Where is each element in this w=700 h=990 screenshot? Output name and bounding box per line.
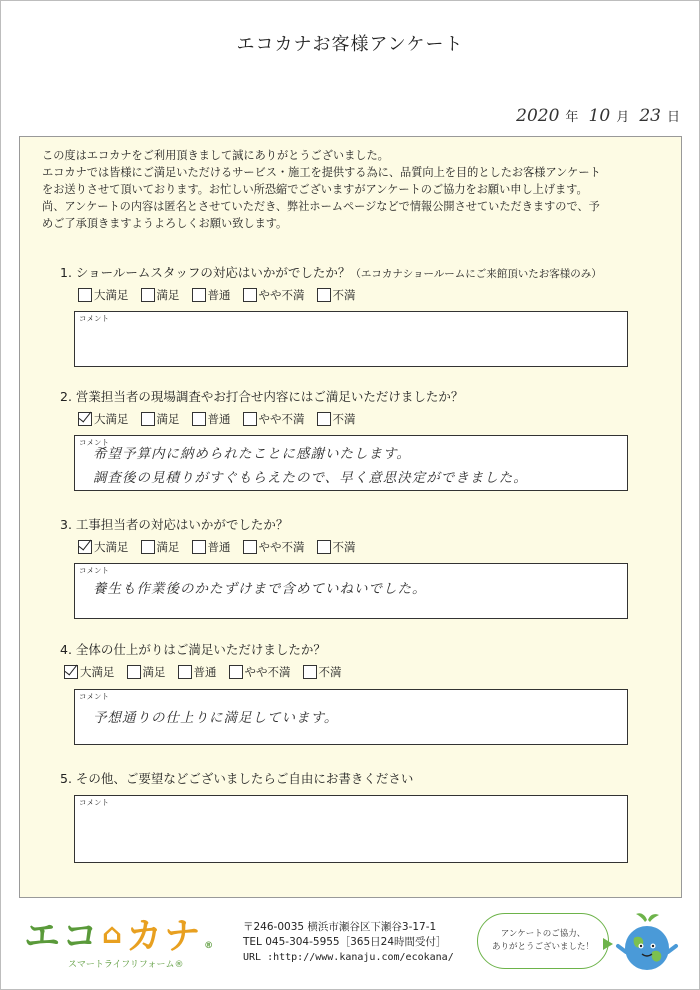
option-4[interactable] (243, 411, 305, 427)
option-label: 普通 (207, 288, 231, 302)
option-label: 不満 (332, 288, 356, 302)
question-3: 3. 工事担当者の対応はいかがでしたか？ (60, 517, 289, 532)
option-5[interactable] (303, 664, 342, 680)
earth-mascot-icon (612, 910, 682, 980)
option-5[interactable] (317, 411, 356, 427)
checkbox-icon[interactable] (317, 412, 331, 426)
checkbox-icon[interactable] (317, 288, 331, 302)
house-icon: ⌂ (102, 917, 125, 950)
checkbox-icon[interactable] (243, 288, 257, 302)
checkbox-icon[interactable] (229, 665, 243, 679)
ecokana-logo: エコ ⌂ カナ ® スマートライフリフォーム® (24, 916, 216, 970)
option-label: やや不満 (258, 288, 305, 302)
option-2[interactable] (141, 539, 180, 555)
checkbox-icon[interactable] (127, 665, 141, 679)
options-q1 (78, 287, 356, 303)
option-4[interactable] (229, 664, 291, 680)
comment-box-q1[interactable]: コメント (74, 311, 628, 367)
comment-box-q3[interactable]: コメント 養生も作業後のかたずけまで含めていねいでした。 (74, 563, 628, 619)
checkbox-icon[interactable] (317, 540, 331, 554)
question-4: 4. 全体の仕上がりはご満足いただけましたか？ (60, 642, 326, 657)
checkbox-icon[interactable] (303, 665, 317, 679)
checkbox-icon[interactable] (192, 540, 206, 554)
option-label: 満足 (156, 540, 180, 554)
date-year: 2020 (516, 106, 560, 126)
date-day: 23 (639, 106, 661, 126)
option-label: 大満足 (94, 412, 129, 426)
option-2[interactable] (127, 664, 166, 680)
options-q3 (78, 539, 356, 555)
options-q2 (78, 411, 356, 427)
checkbox-icon[interactable] (141, 412, 155, 426)
checkbox-icon[interactable] (192, 412, 206, 426)
option-3[interactable] (192, 287, 231, 303)
company-address: 〒246-0035 横浜市瀬谷区下瀬谷3-17-1 TEL 045-304-5955［365日24時間受付］ URL :http://www.kanaju.com/ecokana/ (243, 921, 454, 963)
option-label: 大満足 (94, 288, 129, 302)
checkbox-icon[interactable] (243, 540, 257, 554)
option-label: 不満 (332, 540, 356, 554)
option-label: やや不満 (244, 665, 291, 679)
question-2: 2. 営業担当者の現場調査やお打合せ内容にはご満足いただけましたか？ (60, 389, 464, 404)
comment-q2-line2: 調査後の見積りがすぐもらえたので、早く意思決定ができました。 (93, 470, 528, 486)
option-label: 普通 (193, 665, 217, 679)
comment-box-q5[interactable]: コメント (74, 795, 628, 863)
option-3[interactable] (192, 411, 231, 427)
checkbox-icon[interactable] (141, 540, 155, 554)
option-label: 大満足 (94, 540, 129, 554)
comment-box-q4[interactable]: コメント 予想通りの仕上りに満足しています。 (74, 689, 628, 745)
checkbox-icon[interactable] (78, 540, 92, 554)
survey-date: 2020 年 10 月 23 日 (516, 106, 680, 126)
comment-q3-line1: 養生も作業後のかたずけまで含めていねいでした。 (93, 581, 427, 597)
page-title: エコカナお客様アンケート (236, 34, 464, 55)
intro-text: この度はエコカナをご利用頂きまして誠にありがとうございました。 エコカナでは皆様にご満足いただけるサービス・施工を提供する為に、品質向上を目的としたお客様アンケート をお送りさせて頂いております。お忙しい所恐縮でございますがアンケートのご協力をお願い申し上げます。 尚、アンケートの内容は匿名とさせていただき、弊社ホームページなどで情報公開させていただきますので、予 めご了承頂きますようよろしくお願い致します。 (42, 149, 601, 230)
option-4[interactable] (243, 539, 305, 555)
option-label: 普通 (207, 412, 231, 426)
option-1[interactable] (64, 664, 115, 680)
option-3[interactable] (192, 539, 231, 555)
checkbox-icon[interactable] (64, 665, 78, 679)
option-3[interactable] (178, 664, 217, 680)
option-5[interactable] (317, 539, 356, 555)
option-1[interactable] (78, 411, 129, 427)
checkbox-icon[interactable] (178, 665, 192, 679)
comment-q4-line1: 予想通りの仕上りに満足しています。 (93, 710, 339, 726)
option-2[interactable] (141, 411, 180, 427)
option-label: やや不満 (258, 540, 305, 554)
question-5: 5. その他、ご要望などございましたらご自由にお書きください (60, 771, 414, 786)
option-label: 満足 (156, 412, 180, 426)
question-1: 1. ショールームスタッフの対応はいかがでしたか？（エコカナショールームにご来館頂いたお客様のみ） (60, 265, 602, 280)
checkbox-icon[interactable] (192, 288, 206, 302)
option-label: 満足 (142, 665, 166, 679)
company-url[interactable]: URL :http://www.kanaju.com/ecokana/ (243, 952, 454, 963)
options-q4 (64, 664, 342, 680)
option-label: やや不満 (258, 412, 305, 426)
option-4[interactable] (243, 287, 305, 303)
option-1[interactable] (78, 539, 129, 555)
option-1[interactable] (78, 287, 129, 303)
option-5[interactable] (317, 287, 356, 303)
comment-box-q2[interactable]: コメント 希望予算内に納められたことに感謝いたします。 調査後の見積りがすぐもらえたので、早く意思決定ができました。 (74, 435, 628, 491)
option-label: 不満 (318, 665, 342, 679)
survey-card (19, 136, 682, 898)
option-label: 不満 (332, 412, 356, 426)
checkbox-icon[interactable] (141, 288, 155, 302)
thanks-bubble: アンケートのご協力、 ありがとうございました！ (477, 913, 609, 969)
option-label: 満足 (156, 288, 180, 302)
option-2[interactable] (141, 287, 180, 303)
checkbox-icon[interactable] (78, 288, 92, 302)
option-label: 普通 (207, 540, 231, 554)
date-month: 10 (588, 106, 611, 126)
option-label: 大満足 (80, 665, 115, 679)
checkbox-icon[interactable] (243, 412, 257, 426)
comment-q2-line1: 希望予算内に納められたことに感謝いたします。 (93, 446, 411, 462)
checkbox-icon[interactable] (78, 412, 92, 426)
